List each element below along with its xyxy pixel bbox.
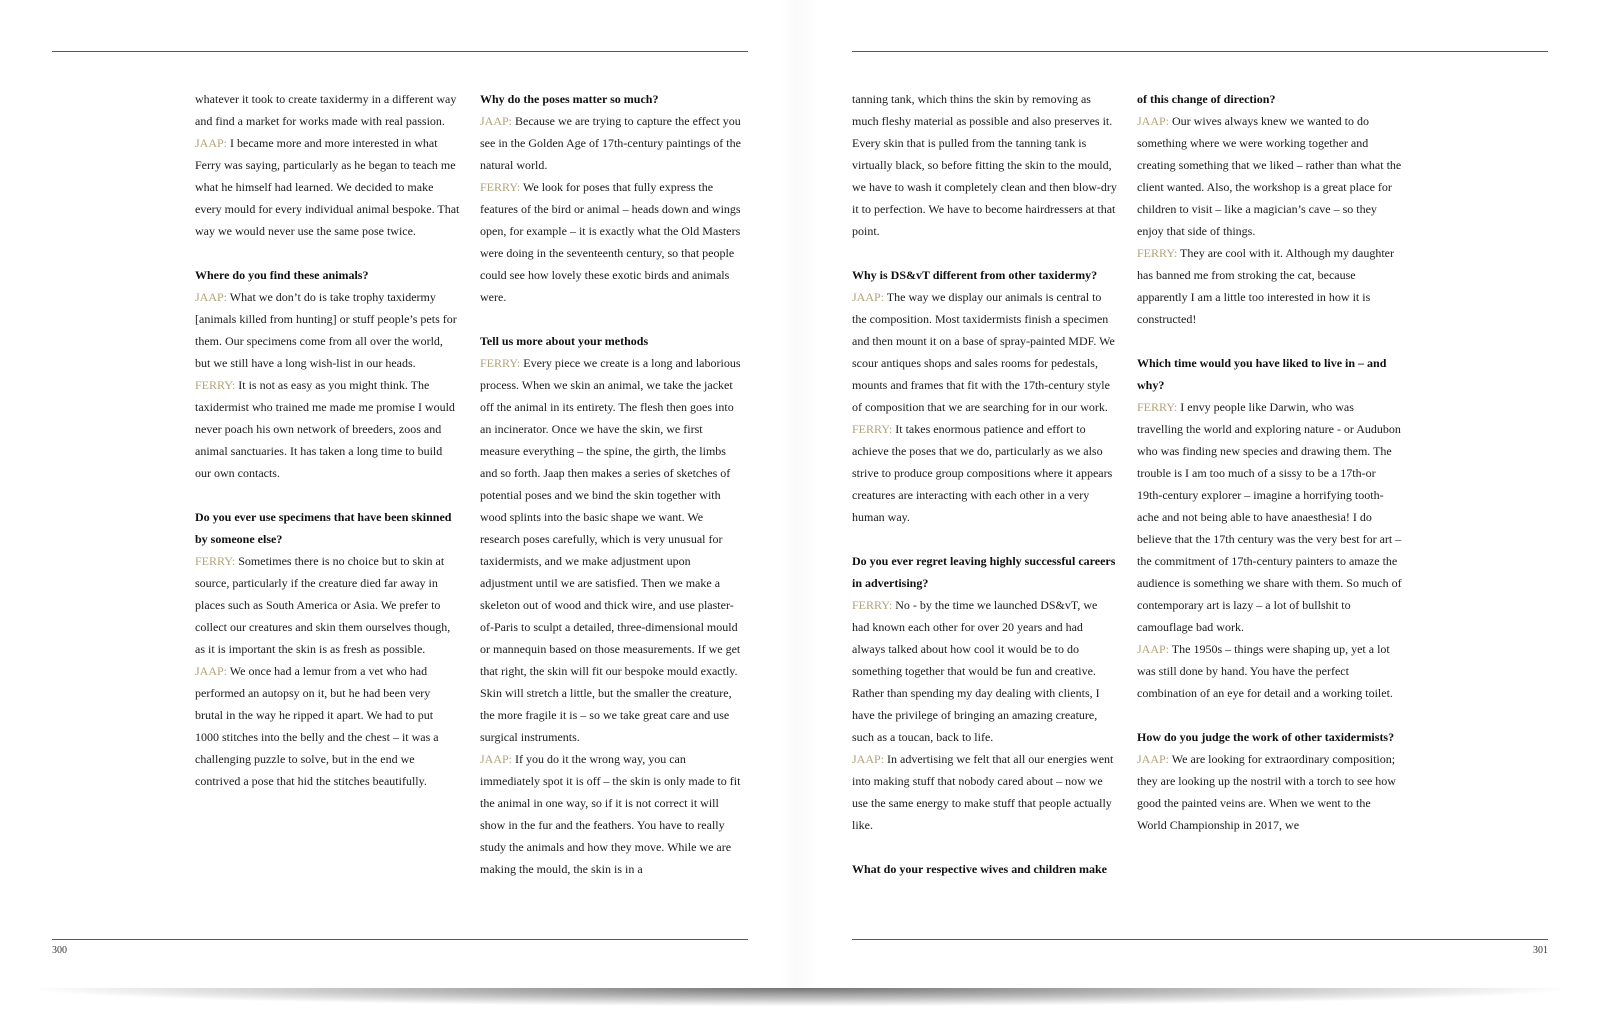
answer-text: It takes enormous patience and effort to achieve the poses that we do, particularly as we also strive to produce group compositions where it appears creatures are interacting with each other in a very human way. xyxy=(852,422,1113,524)
interview-answer xyxy=(852,594,1117,748)
interview-answer xyxy=(195,374,460,484)
answer-text: tanning tank, which thins the skin by removing as much fleshy material as possible and also preserves it. Every skin that is pulled from the tanning tank is virtually black, so before fitting the skin to the mould, we have to wash it completely clean and then blow-dry it to perfection. We have to become hairdressers at that point. xyxy=(852,92,1117,238)
page-shadow xyxy=(40,988,1560,1006)
right-bottom-rule xyxy=(852,939,1548,940)
left-page-column-2 xyxy=(480,88,745,880)
answer-text: What we don’t do is take trophy taxidermy [animals killed from hunting] or stuff people’s pets for them. Our specimens come from all over the world, but we still have a long wish-list in our heads. xyxy=(195,290,457,370)
speaker-label: JAAP: xyxy=(1137,752,1170,766)
speaker-label: JAAP: xyxy=(480,114,513,128)
answer-text: We look for poses that fully express the features of the bird or animal – heads down and wings open, for example – it is exactly what the Old Masters were doing in the seventeenth century, so that people could see how lovely these exotic birds and animals were. xyxy=(480,180,741,304)
interview-answer xyxy=(1137,242,1402,330)
answer-text: I became more and more interested in what Ferry was saying, particularly as he began to teach me what he himself had learned. We decided to make every mould for every individual animal bespoke. That way we would never use the same pose twice. xyxy=(195,136,460,238)
speaker-label: JAAP: xyxy=(480,752,513,766)
answer-text: We once had a lemur from a vet who had performed an autopsy on it, but he had been very brutal in the way he ripped it apart. We had to put 1000 stitches into the belly and the chest – it was a challenging puzzle to solve, but in the end we contrived a pose that hid the stitches beautifully. xyxy=(195,664,439,788)
interview-answer xyxy=(480,176,745,308)
interview-answer xyxy=(480,110,745,176)
right-page-column-1 xyxy=(852,88,1117,880)
speaker-label: JAAP: xyxy=(852,752,885,766)
interview-question: How do you judge the work of other taxidermists? xyxy=(1137,730,1395,744)
body-paragraph xyxy=(852,88,1117,242)
speaker-label: FERRY: xyxy=(480,356,521,370)
interview-answer xyxy=(852,286,1117,418)
answer-text: Our wives always knew we wanted to do something where we were working together and creating something that we liked – rather than what the client wanted. Also, the workshop is a great place for children to visit – like a magician’s cave – so they enjoy that side of things. xyxy=(1137,114,1402,238)
answer-text: If you do it the wrong way, you can immediately spot it is off – the skin is only made to fit the animal in one way, so if it is not correct it will show in the fur and the feathers. You have to really study the animals and how they move. While we are making the mould, the skin is in a xyxy=(480,752,741,876)
right-page-column-2 xyxy=(1137,88,1402,836)
interview-answer xyxy=(480,748,745,880)
speaker-label: FERRY: xyxy=(852,598,893,612)
left-page-number: 300 xyxy=(52,945,67,956)
interview-answer xyxy=(1137,110,1402,242)
right-page-number: 301 xyxy=(1533,945,1548,956)
interview-answer xyxy=(195,132,460,242)
answer-text: No - by the time we launched DS&vT, we had known each other for over 20 years and had always talked about how cool it would be to do something together that would be fun and creative. Rather than spending my day dealing with clients, I have the privilege of bringing an amazing creature, such as a toucan, back to life. xyxy=(852,598,1100,744)
speaker-label: FERRY: xyxy=(1137,400,1178,414)
interview-answer xyxy=(852,418,1117,528)
left-bottom-rule xyxy=(52,939,748,940)
answer-text: Because we are trying to capture the effect you see in the Golden Age of 17th-century paintings of the natural world. xyxy=(480,114,741,172)
right-top-rule xyxy=(852,51,1548,52)
speaker-label: JAAP: xyxy=(195,136,228,150)
speaker-label: FERRY: xyxy=(195,378,236,392)
interview-answer xyxy=(195,660,460,792)
answer-text: It is not as easy as you might think. The taxidermist who trained me made me promise I would never poach his own network of breeders, zoos and animal sanctuaries. It has taken a long time to build our own contacts. xyxy=(195,378,455,480)
interview-question: of this change of direction? xyxy=(1137,92,1276,106)
speaker-label: FERRY: xyxy=(1137,246,1178,260)
interview-answer xyxy=(195,550,460,660)
left-top-rule xyxy=(52,51,748,52)
interview-question: Do you ever use specimens that have been skinned by someone else? xyxy=(195,510,452,546)
answer-text: Every piece we create is a long and laborious process. When we skin an animal, we take the jacket off the animal in its entirety. The flesh then goes into an incinerator. Once we have the skin, we first measure everything – the spine, the girth, the limbs and so forth. Jaap then makes a series of sketches of potential poses and we bind the skin together with wood splints into the basic shape we want. We research poses carefully, which is very unusual for taxidermists, and we make adjustment upon adjustment until we are satisfied. Then we make a skeleton out of wood and thick wire, and use plaster-of-Paris to sculpt a detailed, three-dimensional mould or mannequin based on those measurements. If we get that right, the skin will fit our bespoke mould exactly. Skin will stretch a little, but the smaller the creature, the more fragile it is – so we take great care and use surgical instruments. xyxy=(480,356,741,744)
speaker-label: JAAP: xyxy=(1137,114,1170,128)
answer-text: We are looking for extraordinary composition; they are looking up the nostril with a torch to see how good the painted veins are. When we went to the World Championship in 2017, we xyxy=(1137,752,1396,832)
interview-answer xyxy=(1137,748,1402,836)
speaker-label: JAAP: xyxy=(852,290,885,304)
speaker-label: FERRY: xyxy=(195,554,236,568)
gutter xyxy=(781,0,819,990)
interview-question: Where do you find these animals? xyxy=(195,268,369,282)
speaker-label: FERRY: xyxy=(852,422,893,436)
interview-answer xyxy=(1137,396,1402,638)
answer-text: The way we display our animals is central to the composition. Most taxidermists finish a specimen and then mount it on a base of spray-painted MDF. We scour antiques shops and sales rooms for pedestals, mounts and frames that fit with the 17th-century style of composition that we are searching for in our work. xyxy=(852,290,1115,414)
answer-text: They are cool with it. Although my daughter has banned me from stroking the cat, because apparently I am a little too interested in how it is constructed! xyxy=(1137,246,1394,326)
interview-question: Do you ever regret leaving highly successful careers in advertising? xyxy=(852,554,1116,590)
interview-answer xyxy=(852,748,1117,836)
interview-answer xyxy=(480,352,745,748)
interview-answer xyxy=(195,286,460,374)
interview-question: Why is DS&vT different from other taxidermy? xyxy=(852,268,1098,282)
interview-answer xyxy=(1137,638,1402,704)
interview-question: What do your respective wives and children make xyxy=(852,862,1108,876)
body-paragraph xyxy=(195,88,460,132)
speaker-label: JAAP: xyxy=(195,664,228,678)
interview-question: Why do the poses matter so much? xyxy=(480,92,659,106)
interview-question: Tell us more about your methods xyxy=(480,334,649,348)
left-page-column-1 xyxy=(195,88,460,792)
speaker-label: JAAP: xyxy=(1137,642,1170,656)
interview-question: Which time would you have liked to live in – and why? xyxy=(1137,356,1387,392)
answer-text: The 1950s – things were shaping up, yet a lot was still done by hand. You have the perfect combination of an eye for detail and a working toilet. xyxy=(1137,642,1393,700)
answer-text: whatever it took to create taxidermy in a different way and find a market for works made with real passion. xyxy=(195,92,457,128)
speaker-label: FERRY: xyxy=(480,180,521,194)
answer-text: Sometimes there is no choice but to skin at source, particularly if the creature died far away in places such as South America or Asia. We prefer to collect our creatures and skin them ourselves though, as it is important the skin is as fresh as possible. xyxy=(195,554,451,656)
answer-text: I envy people like Darwin, who was travelling the world and exploring nature - or Audubon who was finding new species and drawing them. The trouble is I am too much of a sissy to be a 17th-or 19th-century explorer – imagine a horrifying tooth-ache and not being able to have anaesthesia! I do believe that the 17th century was the very best for art – the commitment of 17th-century painters to amaze the audience is something we share with them. So much of contemporary art is lazy – a lot of bullshit to camouflage bad work. xyxy=(1137,400,1402,634)
speaker-label: JAAP: xyxy=(195,290,228,304)
answer-text: In advertising we felt that all our energies went into making stuff that nobody cared about – now we use the same energy to make stuff that people actually like. xyxy=(852,752,1114,832)
